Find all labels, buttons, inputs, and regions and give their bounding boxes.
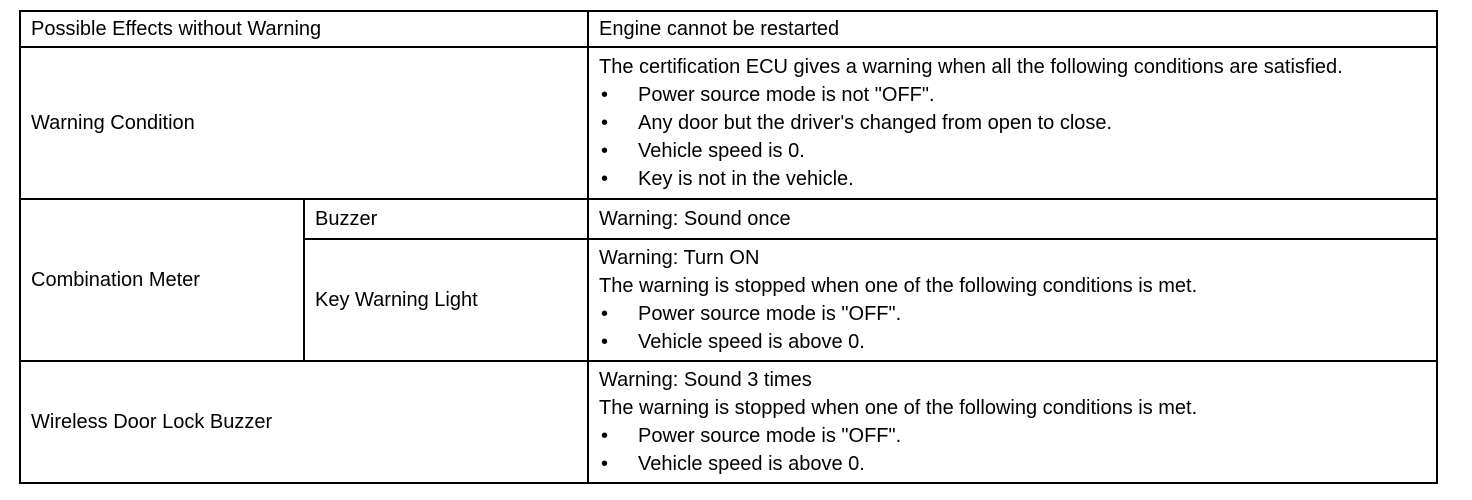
condition-desc <box>588 47 1437 199</box>
list-item <box>599 109 1426 137</box>
bullet-text: Vehicle speed is 0. <box>638 140 805 162</box>
bullet-text: Vehicle speed is above 0. <box>638 331 865 353</box>
bullet-text: Power source mode is not "OFF". <box>638 84 935 106</box>
table-row-wireless <box>20 361 1437 483</box>
effects-label: Possible Effects without Warning <box>20 11 588 47</box>
buzzer-desc: Warning: Sound once <box>588 199 1437 239</box>
bullet-glyph: • <box>601 168 609 190</box>
bullet-text: Any door but the driver's changed from open to close. <box>638 112 1113 134</box>
key-light-line: The warning is stopped when one of the following conditions is met. <box>599 275 1198 297</box>
wireless-desc <box>588 361 1437 483</box>
list-item <box>599 328 1426 356</box>
bullet-glyph: • <box>601 453 609 475</box>
bullet-text: Vehicle speed is above 0. <box>638 453 865 475</box>
table-row-buzzer <box>20 199 1437 239</box>
list-item <box>599 422 1426 450</box>
bullet-glyph: • <box>601 425 609 447</box>
wireless-label: Wireless Door Lock Buzzer <box>20 361 588 483</box>
key-light-line: Warning: Turn ON <box>599 247 760 269</box>
key-light-desc <box>588 239 1437 361</box>
table-row-condition <box>20 47 1437 199</box>
effects-desc: Engine cannot be restarted <box>588 11 1437 47</box>
bullet-text: Power source mode is "OFF". <box>638 303 902 325</box>
condition-intro: The certification ECU gives a warning when all the following conditions are satisfied. <box>599 56 1343 78</box>
bullet-glyph: • <box>601 112 609 134</box>
key-light-label: Key Warning Light <box>304 239 588 361</box>
bullet-text: Key is not in the vehicle. <box>638 168 854 190</box>
bullet-glyph: • <box>601 140 609 162</box>
bullet-glyph: • <box>601 84 609 106</box>
bullet-glyph: • <box>601 303 609 325</box>
list-item <box>599 137 1426 165</box>
buzzer-label: Buzzer <box>304 199 588 239</box>
wireless-line: The warning is stopped when one of the following conditions is met. <box>599 397 1198 419</box>
table-row-effects <box>20 11 1437 47</box>
condition-label: Warning Condition <box>20 47 588 199</box>
bullet-glyph: • <box>601 331 609 353</box>
meter-label: Combination Meter <box>20 199 304 361</box>
list-item <box>599 300 1426 328</box>
warning-spec-table <box>19 10 1438 484</box>
bullet-text: Power source mode is "OFF". <box>638 425 902 447</box>
list-item <box>599 81 1426 109</box>
list-item <box>599 165 1426 193</box>
list-item <box>599 450 1426 478</box>
wireless-line: Warning: Sound 3 times <box>599 369 812 391</box>
